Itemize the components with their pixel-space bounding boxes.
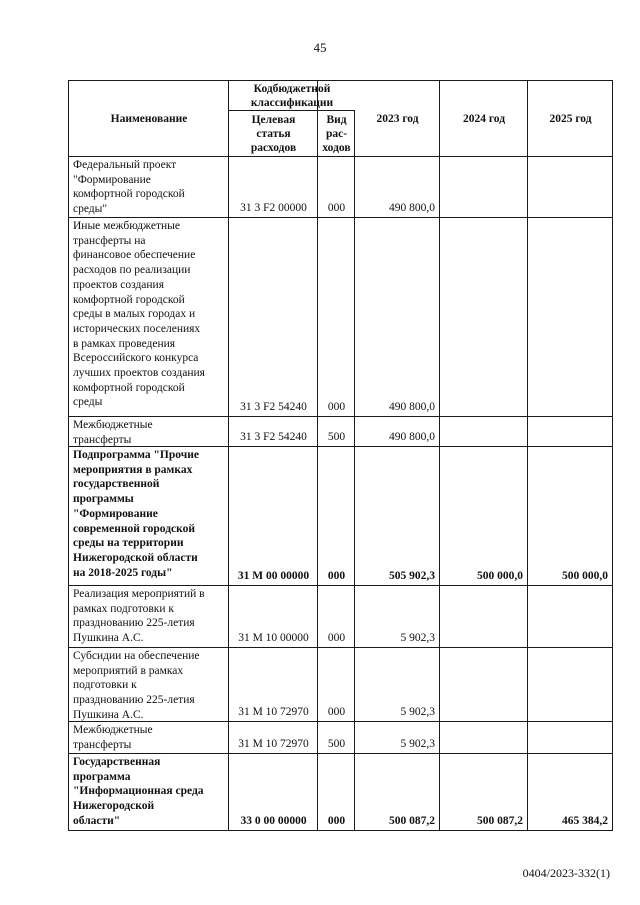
row-amount-2023: 5 902,3	[400, 632, 435, 645]
row-name: Межбюджетные трансферты	[73, 724, 153, 751]
row-expense-type: 000	[327, 570, 346, 583]
row-amount-2024	[440, 648, 527, 721]
row-amount-2025	[528, 586, 612, 647]
row-expense-type: 000	[327, 706, 346, 719]
row-amount-2023: 505 902,3	[389, 570, 435, 583]
row-amount-2023: 490 800,0	[389, 431, 435, 444]
row-target-article: 31 М 10 72970	[238, 706, 309, 719]
row-target-article: 31 М 00 00000	[237, 570, 310, 583]
table-rule	[612, 80, 613, 831]
row-amount-2024	[440, 157, 527, 217]
row-amount-2024	[440, 417, 527, 446]
row-name: Подпрограмма "Прочие мероприятия в рамках государственной программы "Формирование современной городской среды на территории Нижегородской области на 2018-2025 годы"	[73, 449, 199, 579]
row-name: Иные межбюджетные трансферты на финансовое обеспечение расходов по реализации проектов создания комфортной городской среды в малых городах и исторических поселениях в рамках проведения Всероссийского конкурса лучших проектов создания комфортной городской среды	[73, 220, 205, 409]
row-name: Межбюджетные трансферты	[73, 419, 153, 446]
row-name: Реализация мероприятий в рамках подготовки к празднованию 225-летия Пушкина А.С.	[73, 588, 205, 645]
row-amount-2025	[528, 722, 612, 753]
table-rule	[68, 830, 613, 831]
row-amount-2023: 490 800,0	[389, 202, 435, 215]
row-target-article: 31 М 10 00000	[238, 632, 309, 645]
row-expense-type: 500	[327, 738, 346, 751]
row-expense-type: 000	[327, 401, 346, 414]
header-code-group: Кодбюджетной классификации	[250, 83, 334, 109]
row-amount-2025	[528, 218, 612, 416]
header-name: Наименование	[110, 113, 188, 125]
row-target-article: 33 0 00 00000	[240, 815, 307, 828]
row-target-article: 31 М 10 72970	[238, 738, 309, 751]
row-amount-2023: 5 902,3	[400, 706, 435, 719]
row-name: Федеральный проект "Формирование комфортной городской среды"	[73, 159, 185, 216]
header-target-article: Целевая статья расходов	[250, 114, 297, 154]
row-amount-2023: 490 800,0	[389, 401, 435, 414]
header-2023: 2023 год	[376, 113, 419, 125]
row-target-article: 31 3 F2 54240	[240, 401, 307, 414]
row-amount-2024	[440, 586, 527, 647]
row-amount-2025: 465 384,2	[562, 815, 608, 828]
page-number: 45	[313, 40, 327, 55]
row-target-article: 31 3 F2 00000	[240, 202, 307, 215]
row-expense-type: 000	[327, 202, 346, 215]
row-amount-2024	[440, 218, 527, 416]
row-amount-2024	[440, 722, 527, 753]
header-2024: 2024 год	[462, 113, 506, 125]
row-name: Государственная программа "Информационная среда Нижегородской области"	[73, 756, 204, 827]
row-name: Субсидии на обеспечение мероприятий в рамках подготовки к празднованию 225-летия Пушкина А.С.	[73, 650, 200, 721]
header-expense-type: Вид рас- ходов	[322, 114, 351, 154]
row-expense-type: 500	[327, 431, 346, 444]
row-amount-2025	[528, 648, 612, 721]
row-amount-2024: 500 087,2	[477, 815, 523, 828]
row-expense-type: 000	[327, 815, 346, 828]
row-amount-2025	[528, 417, 612, 446]
row-amount-2023: 5 902,3	[400, 738, 435, 751]
row-amount-2025	[528, 157, 612, 217]
row-amount-2023: 500 087,2	[389, 815, 435, 828]
header-2025: 2025 год	[549, 113, 592, 125]
document-code: 0404/2023-332(1)	[522, 866, 610, 880]
row-target-article: 31 3 F2 54240	[240, 431, 307, 444]
row-amount-2025: 500 000,0	[562, 570, 608, 583]
row-expense-type: 000	[327, 632, 346, 645]
row-amount-2024: 500 000,0	[477, 570, 523, 583]
